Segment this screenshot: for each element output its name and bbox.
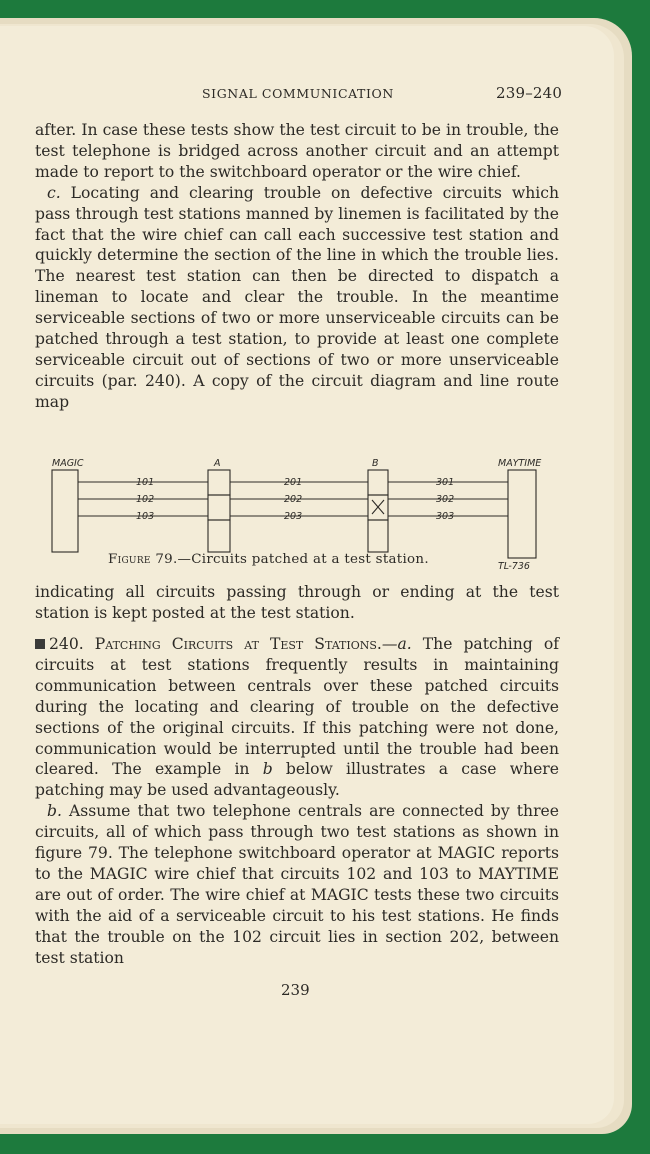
maytime-central-box <box>508 470 536 558</box>
running-head-title: SIGNAL COMMUNICATION <box>202 86 394 101</box>
paragraph-continuation: after. In case these tests show the test circuit to be in trouble, the test telephone is bridged across another circuit and an attempt made to report to the switchboard operator or the wire chief. <box>35 121 559 181</box>
circuit-103: 103 <box>136 511 155 522</box>
section-240-marker: —a. <box>381 635 412 653</box>
figure-caption-text: —Circuits patched at a test station. <box>177 552 429 567</box>
running-head-pages: 239–240 <box>496 84 563 102</box>
circuit-201: 201 <box>284 477 303 488</box>
station-b-jack-3 <box>368 520 388 552</box>
text-block-after-figure <box>35 582 559 624</box>
text-block-top <box>35 120 559 413</box>
paragraph-c <box>35 183 559 413</box>
running-head <box>0 84 614 104</box>
section-240-paragraph <box>35 634 559 801</box>
text-block-section-240 <box>35 634 559 969</box>
circuit-203: 203 <box>284 511 303 522</box>
section-240-text-end: below illustrates a case where patching may be used advantageously. <box>35 760 559 800</box>
circuit-202: 202 <box>284 494 303 505</box>
label-maytime: MAYTIME <box>498 458 542 469</box>
paragraph-b-text: Assume that two telephone centrals are connected by three circuits, all of which pass through two test stations as shown in figure 79. The telephone switchboard operator at MAGIC reports to the MAGIC wire chief that circuits 102 and 103 to MAYTIME are out of order. The wire chief at MAGIC tests these two circuits with the aid of a serviceable circuit to his test stations. He finds that the trouble on the 102 circuit lies in section 202, between test station <box>35 802 559 967</box>
section-240-text: The patching of circuits at test stations frequently results in maintaining communication between centrals over these patched circuits during the locating and clearing of trouble on the defective sections of the original circuits. If this patching were not done, communication would be interrupted until the trouble had been cleared. The example in <box>35 635 559 779</box>
label-magic: MAGIC <box>52 458 84 469</box>
circuit-301: 301 <box>436 477 455 488</box>
label-b: B <box>372 458 379 469</box>
figure-caption-label: Figure 79. <box>108 552 178 567</box>
section-marker-icon <box>35 639 45 649</box>
figure-79 <box>40 454 560 572</box>
figure-caption <box>108 552 429 567</box>
circuit-102: 102 <box>136 494 155 505</box>
section-240-number: 240. <box>49 635 84 653</box>
paragraph-b <box>35 801 559 968</box>
circuit-303: 303 <box>436 511 455 522</box>
section-240-heading: Patching Circuits at Test Stations. <box>94 635 382 653</box>
label-tl: TL-736 <box>498 561 530 572</box>
section-240-ref: b <box>262 760 273 779</box>
circuit-101: 101 <box>136 477 155 488</box>
paragraph-continuation-2: indicating all circuits passing through or ending at the test station is kept posted at the test station. <box>35 583 559 622</box>
book-page <box>0 26 614 1124</box>
page-number: 239 <box>281 981 310 999</box>
paragraph-b-marker: b. <box>47 802 62 821</box>
station-a-jack-3 <box>208 520 230 552</box>
paragraph-c-marker: c. <box>47 183 61 202</box>
station-a-jack-1 <box>208 470 230 495</box>
label-a: A <box>214 458 221 469</box>
station-a-jack-2 <box>208 495 230 520</box>
station-b-jack-1 <box>368 470 388 495</box>
paragraph-c-text: Locating and clearing trouble on defective circuits which pass through test stations manned by linemen is facilitated by the fact that the wire chief can call each successive test station and quickly determine the section of the line in which the trouble lies. The nearest test station can then be directed to dispatch a lineman to locate and clear the trouble. In the meantime serviceable sections of two or more unserviceable circuits can be patched through a test station, to provide at least one complete serviceable circuit out of sections of two or more unserviceable circuits (par. 240). A copy of the circuit diagram and line route map <box>35 183 559 411</box>
circuit-diagram <box>40 454 560 572</box>
magic-central-box <box>52 470 78 552</box>
circuit-302: 302 <box>436 494 455 505</box>
